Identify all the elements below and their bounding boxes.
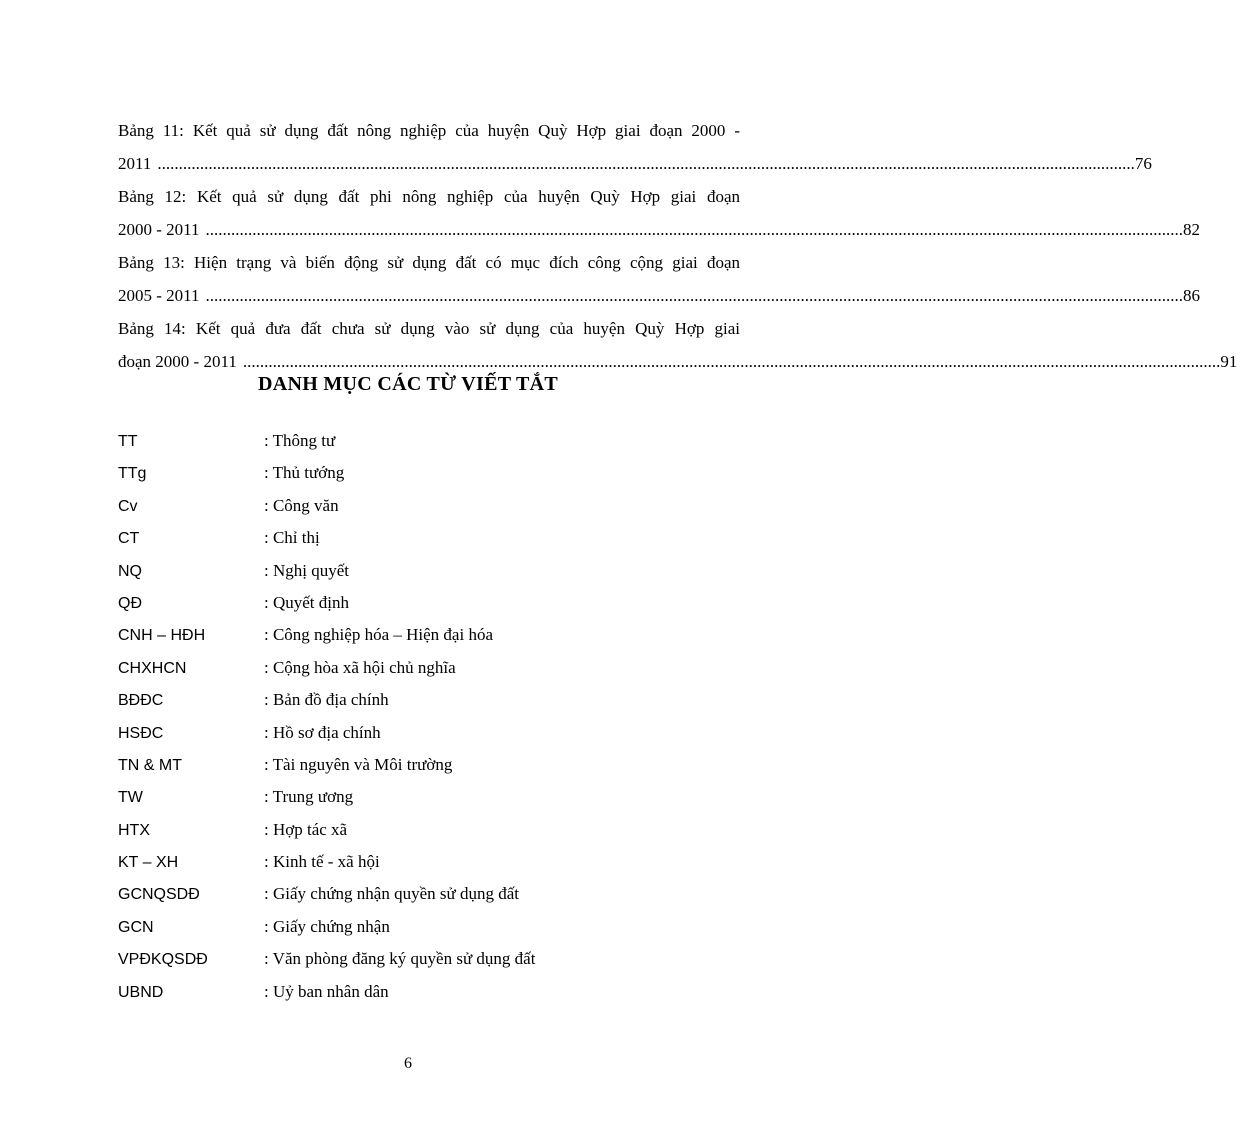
abbreviation-definition: : Hợp tác xã xyxy=(264,819,348,839)
abbreviation-term: TTg xyxy=(118,465,147,483)
abbreviation-definition: : Thông tư xyxy=(264,431,336,450)
abbreviation-row xyxy=(118,978,758,1010)
abbreviation-term: CNH – HĐH xyxy=(118,627,206,645)
toc-entry[interactable] xyxy=(118,246,1201,312)
toc-leader-dots: ...................................................................................................................................................................................................................................... xyxy=(205,220,1184,239)
abbreviation-row xyxy=(118,816,758,848)
abbreviation-row xyxy=(118,719,758,751)
abbreviation-row xyxy=(118,686,758,718)
toc-entry[interactable] xyxy=(118,180,1201,246)
abbreviation-row xyxy=(118,880,758,912)
abbreviation-definition: : Công nghiệp hóa – Hiện đại hóa xyxy=(264,625,493,645)
abbreviations-list xyxy=(118,427,758,1010)
abbreviation-term: TW xyxy=(118,789,143,807)
abbreviation-term: CHXHCN xyxy=(118,659,187,677)
abbreviation-term: GCNQSDĐ xyxy=(118,886,200,904)
toc-page-number: 86 xyxy=(1183,286,1201,305)
abbreviation-definition: : Giấy chứng nhận xyxy=(264,916,390,936)
abbreviation-term: TN & MT xyxy=(118,756,182,774)
toc-entry-title: Bảng 13: Hiện trạng và biến động sử dụng đất có mục đích công cộng giai đoạn xyxy=(118,253,740,272)
toc-page-number: 82 xyxy=(1183,220,1201,239)
abbreviation-term: BĐĐC xyxy=(118,692,164,710)
abbreviation-row xyxy=(118,427,758,459)
abbreviation-row xyxy=(118,589,758,621)
abbreviation-term: NQ xyxy=(118,562,142,580)
abbreviation-row xyxy=(118,913,758,945)
abbreviation-term: CT xyxy=(118,530,140,548)
abbreviation-term: UBND xyxy=(118,983,164,1001)
abbreviation-term: HTX xyxy=(118,821,150,839)
abbreviation-definition: : Thủ tướng xyxy=(264,463,345,483)
toc-leader-dots: ...................................................................................................................................................................................................................................... xyxy=(157,154,1135,173)
abbreviation-row xyxy=(118,524,758,556)
toc-entry-title-continuation: 2000 - 2011 xyxy=(118,220,200,239)
toc-leader-dots: ...................................................................................................................................................................................................................................... xyxy=(205,286,1184,305)
abbreviation-definition: : Cộng hòa xã hội chủ nghĩa xyxy=(264,657,456,677)
abbreviation-definition: : Văn phòng đăng ký quyền sử dụng đất xyxy=(264,949,536,969)
toc-entry-title: Bảng 14: Kết quả đưa đất chưa sử dụng vào sử dụng của huyện Quỳ Hợp giai xyxy=(118,319,740,338)
toc-leader-dots: ...................................................................................................................................................................................................................................... xyxy=(242,352,1221,371)
toc-page-number: 91 xyxy=(1220,352,1237,371)
toc-entry[interactable] xyxy=(118,312,1237,378)
abbreviation-definition: : Kinh tế - xã hội xyxy=(264,852,380,872)
abbreviation-row xyxy=(118,557,758,589)
abbreviation-definition: : Công văn xyxy=(264,495,339,515)
abbreviation-row xyxy=(118,459,758,491)
abbreviation-term: GCN xyxy=(118,918,154,936)
toc-entry-title-continuation: đoạn 2000 - 2011 xyxy=(118,352,237,371)
abbreviation-term: QĐ xyxy=(118,594,142,612)
abbreviation-term: TT xyxy=(118,433,138,450)
toc-entry[interactable] xyxy=(118,114,1152,180)
abbreviation-term: Cv xyxy=(118,497,138,515)
table-of-contents xyxy=(118,114,1237,378)
abbreviation-row xyxy=(118,621,758,653)
abbreviation-definition: : Nghị quyết xyxy=(264,560,349,580)
toc-entry-title: Bảng 11: Kết quả sử dụng đất nông nghiệp của huyện Quỳ Hợp giai đoạn 2000 - xyxy=(118,121,740,140)
abbreviation-definition: : Giấy chứng nhận quyền sử dụng đất xyxy=(264,884,519,904)
abbreviation-row xyxy=(118,945,758,977)
abbreviation-definition: : Trung ương xyxy=(264,787,354,807)
abbreviation-row xyxy=(118,654,758,686)
abbreviation-row xyxy=(118,783,758,815)
abbreviation-definition: : Quyết định xyxy=(264,592,349,612)
abbreviation-definition: : Hồ sơ địa chính xyxy=(264,722,381,742)
page-number: 6 xyxy=(404,1055,412,1072)
abbreviation-term: VPĐKQSDĐ xyxy=(118,951,208,969)
toc-entry-title: Bảng 12: Kết quả sử dụng đất phi nông nghiệp của huyện Quỳ Hợp giai đoạn xyxy=(118,187,740,206)
abbreviation-row xyxy=(118,751,758,783)
abbreviations-heading: DANH MỤC CÁC TỪ VIẾT TẮT xyxy=(257,373,559,395)
abbreviation-row xyxy=(118,492,758,524)
abbreviation-definition: : Uỷ ban nhân dân xyxy=(264,981,389,1001)
toc-entry-title-continuation: 2011 xyxy=(118,154,152,173)
toc-entry-title-continuation: 2005 - 2011 xyxy=(118,286,200,305)
toc-page-number: 76 xyxy=(1134,154,1152,173)
abbreviation-row xyxy=(118,848,758,880)
abbreviation-definition: : Bản đồ địa chính xyxy=(264,690,389,710)
abbreviation-definition: : Tài nguyên và Môi trường xyxy=(264,754,453,774)
abbreviation-term: KT – XH xyxy=(118,854,179,872)
abbreviation-definition: : Chỉ thị xyxy=(264,528,320,548)
abbreviation-term: HSĐC xyxy=(118,724,164,742)
